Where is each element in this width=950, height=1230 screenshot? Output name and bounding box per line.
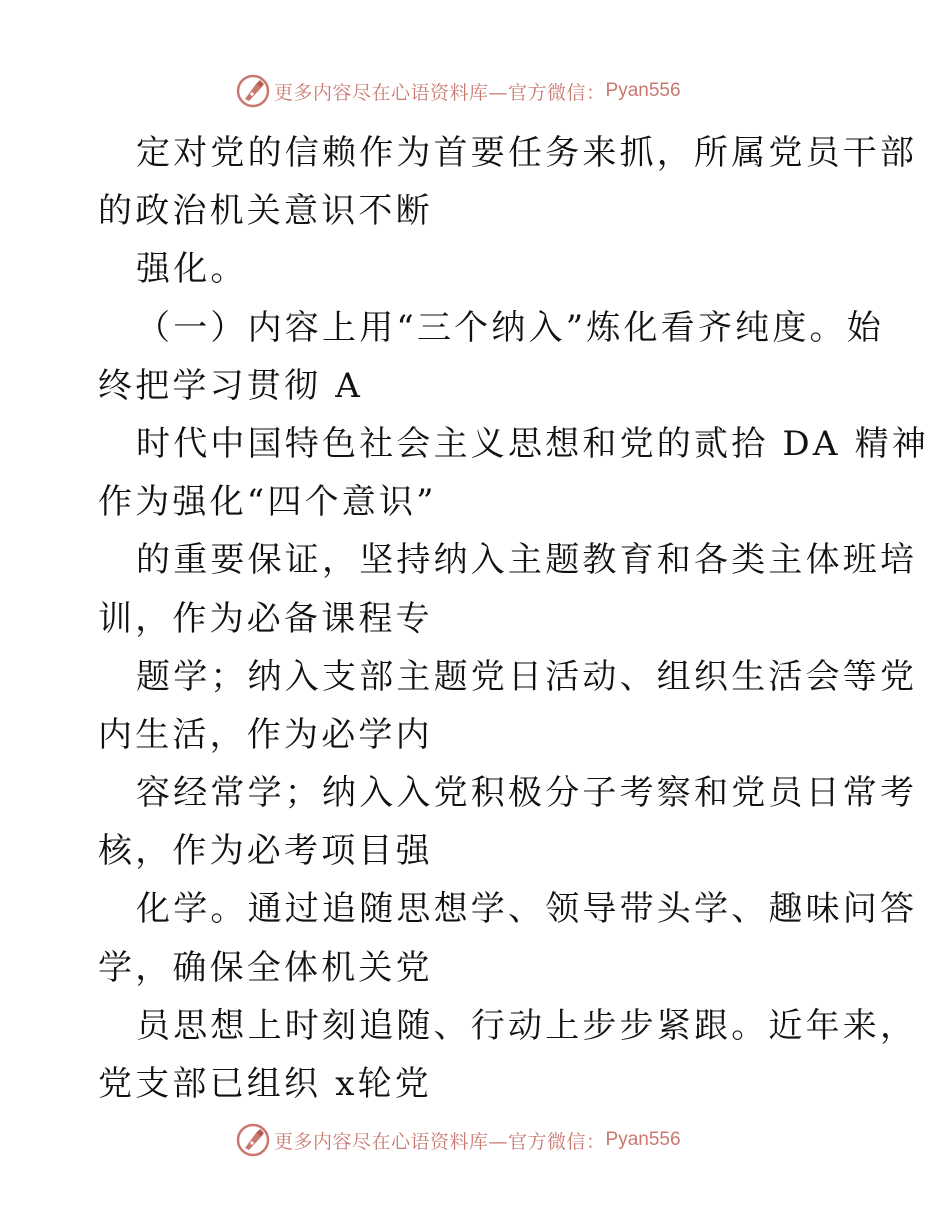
text-line: 核，作为必考项目强 bbox=[98, 831, 433, 872]
text-line: 的重要保证，坚持纳入主题教育和各类主体班培 bbox=[136, 540, 918, 581]
header-watermark bbox=[236, 73, 681, 109]
text-line: 员思想上时刻追随、行动上步步紧跟。近年来， bbox=[136, 1005, 918, 1046]
footer-watermark bbox=[236, 1122, 681, 1158]
text-line: 的政治机关意识不断 bbox=[98, 191, 433, 232]
watermark-wechat-id: Pyan556 bbox=[605, 1129, 681, 1150]
text-line: 作为强化“四个意识” bbox=[98, 482, 437, 523]
text-line: 题学；纳入支部主题党日活动、组织生活会等党 bbox=[136, 656, 918, 697]
pen-nib-logo-icon bbox=[236, 1123, 270, 1157]
document-body bbox=[98, 124, 930, 1113]
text-line: 强化。 bbox=[136, 249, 248, 290]
text-line: 容经常学；纳入入党积极分子考察和党员日常考 bbox=[136, 773, 918, 814]
text-line: 内生活，作为必学内 bbox=[98, 714, 433, 755]
text-line: （一）内容上用“三个纳入”炼化看齐纯度。始 bbox=[136, 307, 884, 348]
pen-nib-logo-icon bbox=[236, 74, 270, 108]
text-line: 化学。通过追随思想学、领导带头学、趣味问答 bbox=[136, 889, 918, 930]
text-line: 党支部已组织 x轮党 bbox=[98, 1064, 432, 1104]
text-line: 训，作为必备课程专 bbox=[98, 598, 433, 639]
text-line: 终把学习贯彻 A bbox=[98, 365, 363, 406]
watermark-wechat-id: Pyan556 bbox=[605, 80, 681, 101]
text-line: 定对党的信赖作为首要任务来抓，所属党员干部 bbox=[136, 133, 918, 173]
watermark-text: 更多内容尽在心语资料库—官方微信： bbox=[274, 81, 606, 104]
text-line: 时代中国特色社会主义思想和党的贰拾 DA 精神 bbox=[136, 423, 930, 464]
watermark-text: 更多内容尽在心语资料库—官方微信： bbox=[274, 1130, 606, 1153]
text-line: 学，确保全体机关党 bbox=[98, 947, 433, 988]
